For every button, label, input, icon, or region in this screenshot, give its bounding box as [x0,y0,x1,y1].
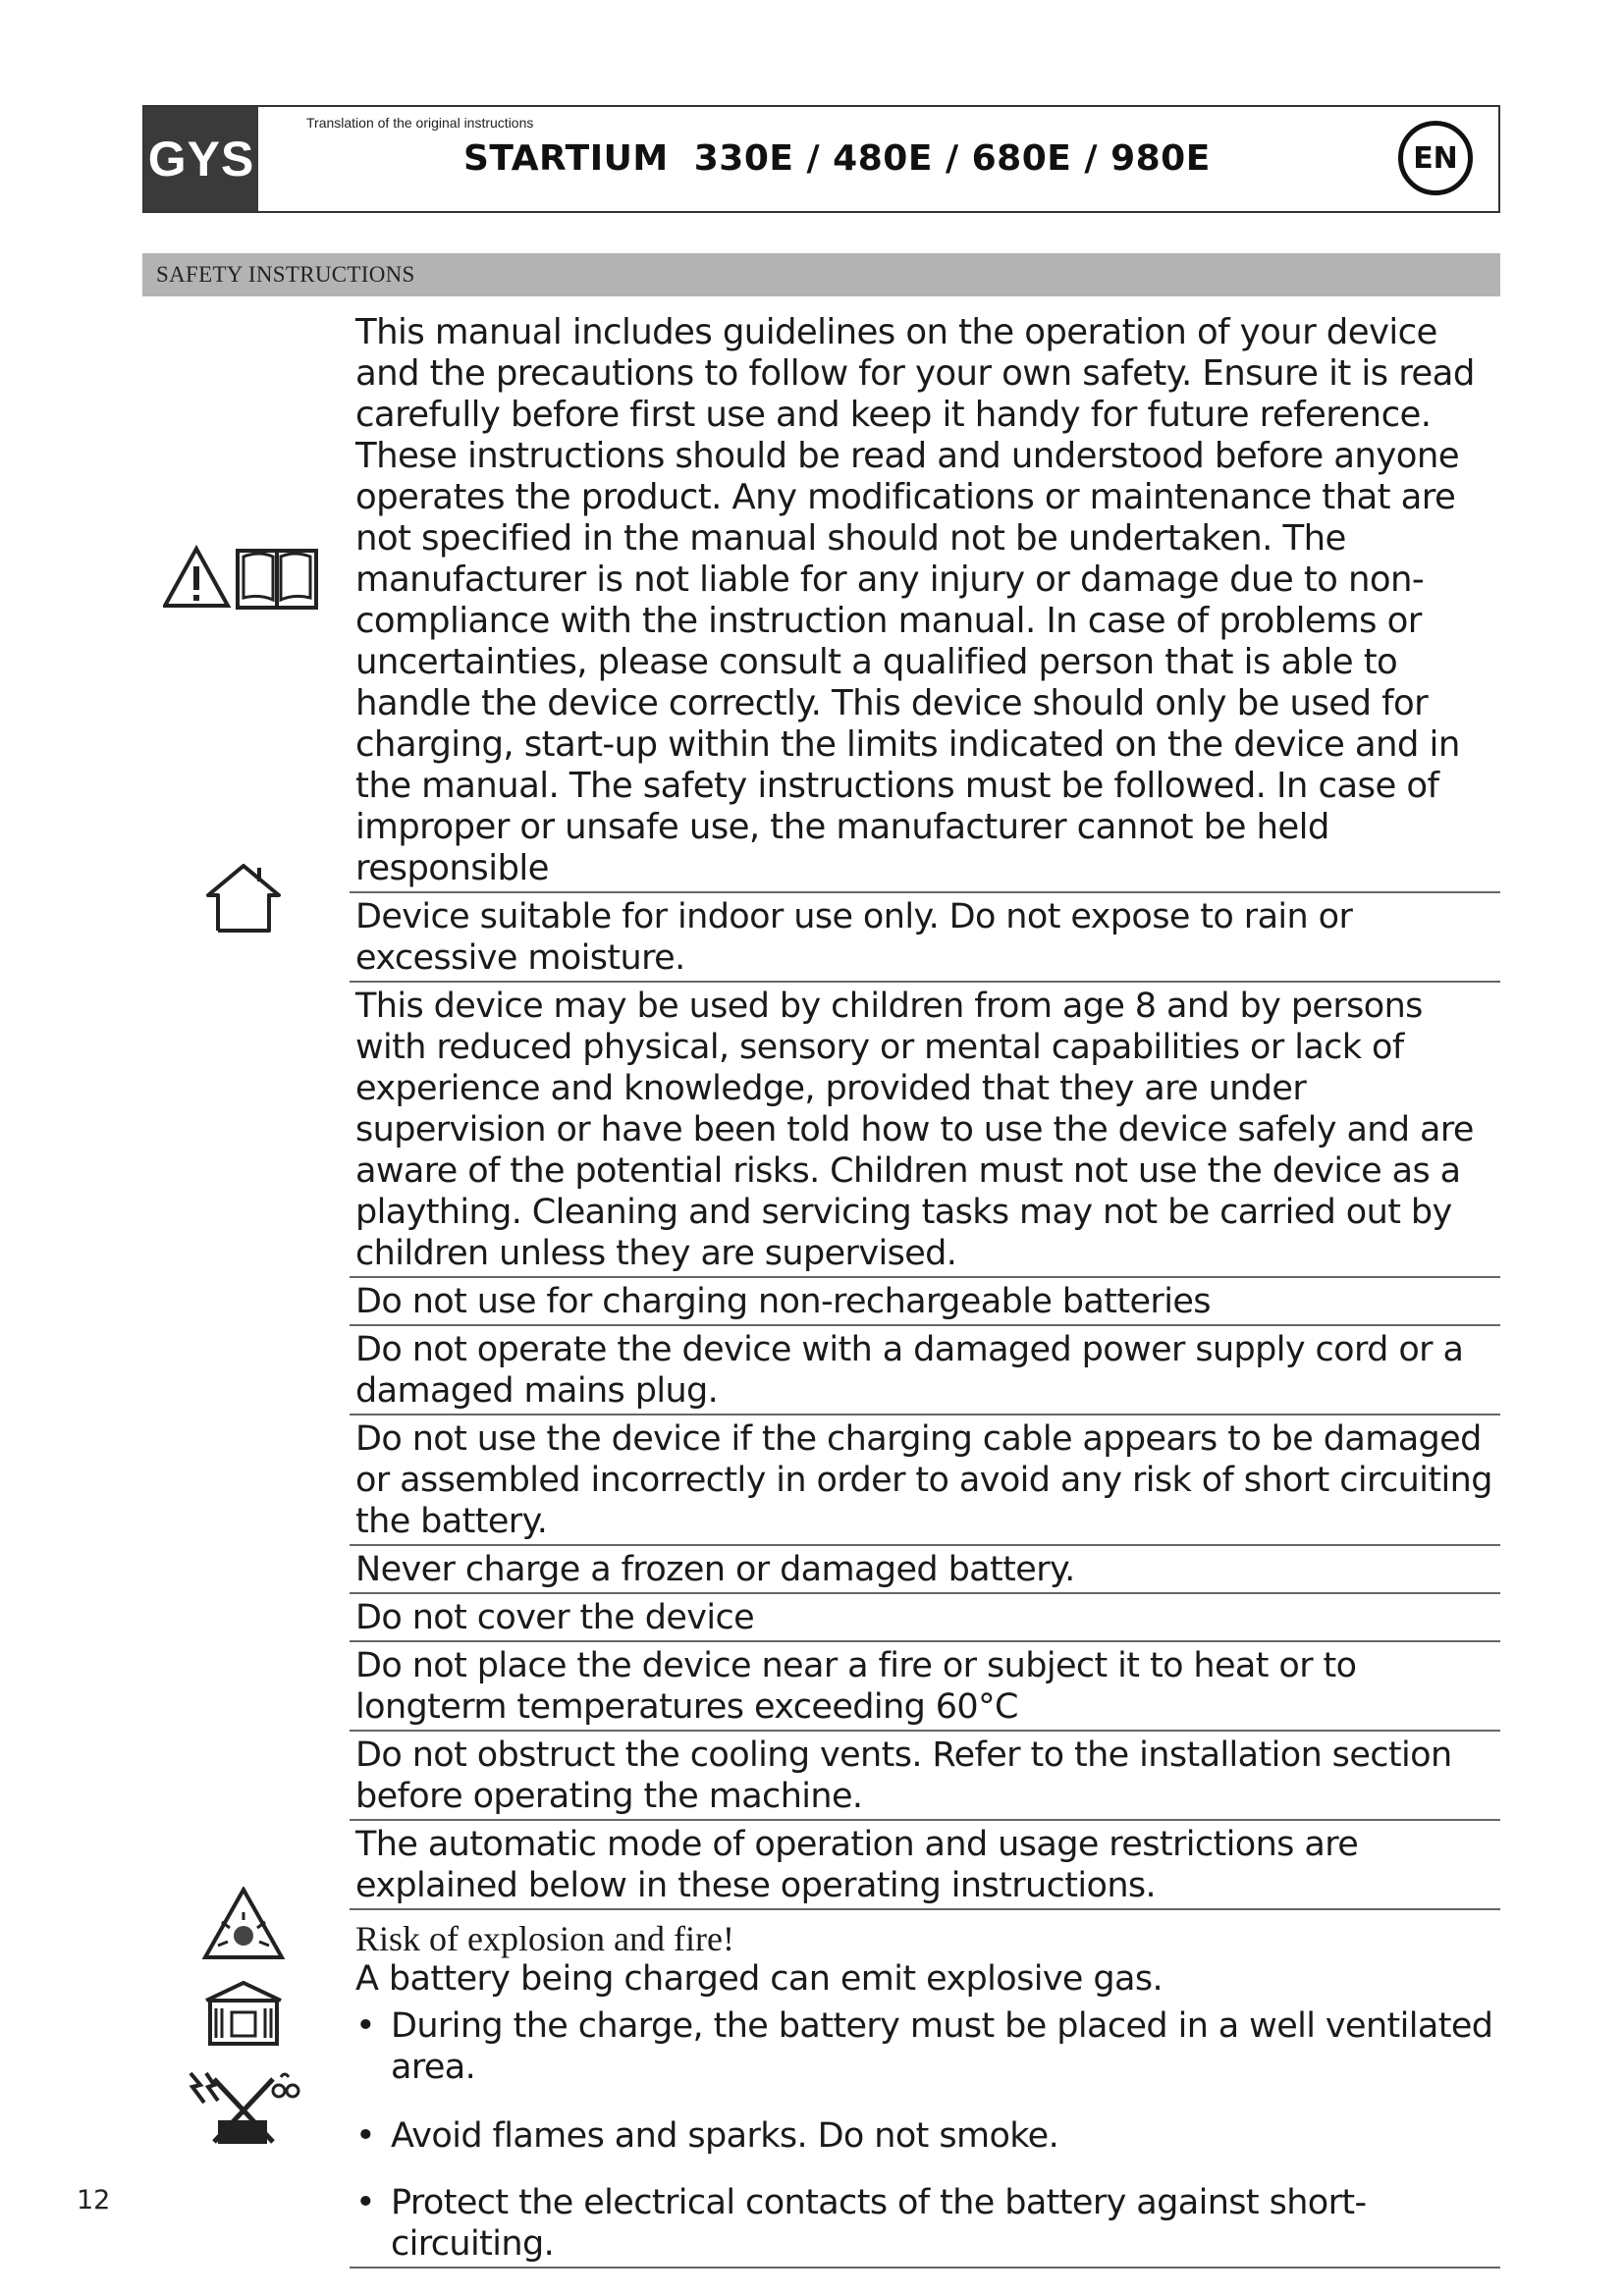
instruction-block [350,896,1500,983]
instruction-text: Do not operate the device with a damaged power supply cord or a damaged mains plug. [355,1330,1464,1411]
translation-note: Translation of the original instructions [306,115,534,131]
warning-read-manual-icon [163,545,322,614]
instruction-text: The automatic mode of operation and usage restrictions are explained below in these operating instructions. [355,1825,1359,1905]
bullet-dot: • [355,2116,376,2156]
bullet-text: Protect the electrical contacts of the battery against short-circuiting. [391,2183,1367,2264]
language-badge: EN [1398,121,1473,195]
instruction-block [350,1418,1500,1546]
gys-logo [144,107,258,211]
no-flames-sparks-icon [185,2069,302,2148]
instruction-block [350,1735,1500,1821]
page-number: 12 [77,2185,111,2216]
risk-block [350,1913,1500,2269]
indoor-house-icon [204,862,283,934]
instruction-block [350,1281,1500,1326]
logo-text: GYS [147,132,255,187]
instruction-block [350,1329,1500,1415]
section-bar [142,253,1500,296]
explosion-warning-icon [202,1887,285,1961]
instruction-text: This device may be used by children from age 8 and by persons with reduced physical, sensory or mental capabilities or lack of experience and knowledge, provided that they are under supervision or have been told how to use the device safely and are aware of the potential risks. Children must not use the device as a plaything. Cleaning and servicing tasks may not be carried out by children unless they are supervised. [355,987,1474,1273]
section-title: SAFETY INSTRUCTIONS [156,262,415,287]
instruction-text: Do not obstruct the cooling vents. Refer to the installation section before operating the machine. [355,1735,1452,1816]
risk-bullet [355,2005,1500,2088]
instruction-text: Do not use for charging non-rechargeable batteries [355,1282,1211,1321]
ventilated-area-icon [202,1979,285,2048]
risk-intro: A battery being charged can emit explosive gas. [355,1959,1164,1999]
bullet-text: Avoid flames and sparks. Do not smoke. [391,2116,1059,2156]
risk-heading: Risk of explosion and fire! [355,1919,734,1958]
instruction-text: Do not cover the device [355,1598,755,1637]
instruction-text: This manual includes guidelines on the operation of your device and the precautions to follow for your own safety. Ensure it is read carefully before first use and keep it handy for future reference. These instructions should be read and understood before anyone operates the product. Any modifications or maintenance that are not specified in the manual should not be undertaken. The manufacturer is not liable for any injury or damage due to non-compliance with the instruction manual. In case of problems or uncertainties, please consult a qualified person that is able to handle the device correctly. This device should only be used for charging, start-up within the limits indicated on the device and in the manual. The safety instructions must be followed. In case of improper or unsafe use, the manufacturer cannot be held responsible [355,312,1475,888]
risk-bullet [355,2115,1500,2157]
risk-bullet [355,2182,1500,2265]
instruction-block [350,986,1500,1278]
bullet-text: During the charge, the battery must be placed in a well ventilated area. [391,2006,1493,2087]
document-header [142,105,1500,213]
instruction-text: Do not place the device near a fire or subject it to heat or to longterm temperatures exceeding 60°C [355,1646,1357,1727]
safety-content [350,312,1500,2271]
instruction-text: Device suitable for indoor use only. Do not expose to rain or excessive moisture. [355,897,1353,978]
document-title: STARTIUM 330E / 480E / 680E / 980E [463,138,1211,179]
bullet-dot: • [355,2183,376,2222]
instruction-block [350,1824,1500,1910]
bullet-dot: • [355,2006,376,2046]
instruction-block [350,312,1500,893]
instruction-block [350,1645,1500,1732]
instruction-text: Do not use the device if the charging cable appears to be damaged or assembled incorrectly in order to avoid any risk of short circuiting the battery. [355,1419,1492,1541]
instruction-block [350,1597,1500,1642]
instruction-text: Never charge a frozen or damaged battery. [355,1550,1075,1589]
instruction-block [350,1549,1500,1594]
